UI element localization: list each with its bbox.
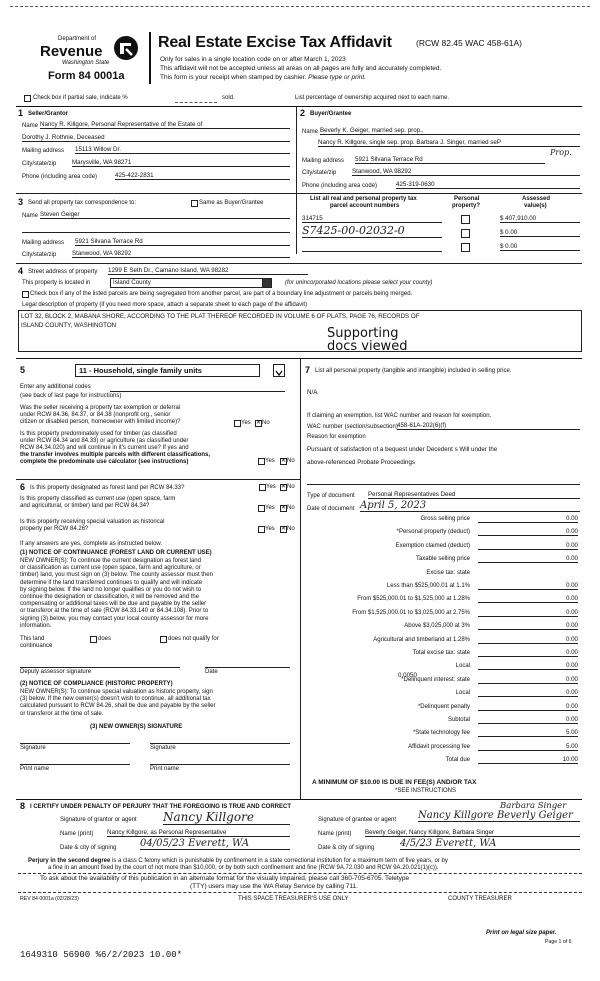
rule — [16, 193, 582, 194]
assessed-value-field[interactable]: $ 0.00 — [500, 229, 580, 237]
doc-type-label: Type of document — [307, 493, 355, 499]
tax-row-value[interactable]: 0.00 — [478, 676, 578, 684]
grantor-date-field[interactable]: 04/05/23 Everett, WA — [140, 838, 290, 850]
cashier-stamp: 1649310 56900 %6/2/2023 10.00* — [20, 950, 183, 960]
doc-type-field[interactable]: Personal Representatives Deed — [368, 491, 580, 499]
notice-line: by signing below. If the land no longer qualifies or you do not wish to — [20, 586, 202, 593]
notice-line: determine if the land transferred continues to qualify and will indicate — [20, 579, 203, 586]
continuance-label: continuance — [20, 643, 53, 649]
buyer-phone-field[interactable]: 425-319-0630 — [396, 181, 580, 189]
personal-property-checkbox[interactable] — [461, 229, 470, 238]
reason-label: Reason for exemption — [307, 434, 366, 440]
tax-row-label: Total excise tax: state — [412, 650, 470, 656]
header-divider — [149, 32, 151, 84]
col-divider — [296, 106, 297, 254]
form-title: Real Estate Excise Tax Affidavit — [158, 34, 392, 51]
no-label: No — [287, 526, 295, 532]
parcel-number-field[interactable]: S7425-00-02032-0 — [302, 224, 442, 238]
tax-row-label: Less than $525,000.01 at 1.1% — [386, 583, 470, 589]
notice-line: information. — [20, 622, 52, 629]
rule — [16, 479, 300, 480]
rule — [16, 358, 582, 359]
rev-number: REV 84 0001a (02/28/23) — [20, 896, 79, 902]
corr-city-field[interactable]: Stanwood, WA 98292 — [72, 250, 290, 258]
q-current-use-2: and agricultural, or timber) land per RCW 84.34? — [20, 503, 150, 509]
seller-title: Seller/Grantor — [28, 111, 69, 117]
seller-name-field[interactable]: Nancy R. Killgore, Personal Representative of the Estate of — [40, 121, 290, 129]
signature-label: Signature — [150, 745, 176, 751]
notice-line: continue the designation or classification, it will be removed and the — [20, 594, 200, 600]
tax-calculation-table — [300, 514, 580, 774]
grantee-sig-label: Signature of grantee or agent — [318, 817, 397, 823]
does-label: does — [98, 636, 112, 642]
parcel-number-field[interactable]: 314715 — [302, 215, 442, 223]
section-2-num: 2 — [300, 108, 306, 118]
yes-label: Yes — [265, 505, 275, 511]
no-label: No — [287, 484, 295, 490]
notice-line: timber) land, you must sign on (3) below. The county assessor must then — [20, 572, 213, 579]
seller-name-field-2[interactable]: Dorothy J. Rothnie, Deceased — [22, 134, 290, 142]
local-rate-field[interactable]: 0.0050 — [398, 672, 417, 679]
buyer-title: Buyer/Grantee — [310, 111, 352, 117]
accessibility-line-1: To ask about the availability of this publication in an alternate format for the visually impaired, please call 360-705-6705. Teletype — [40, 875, 410, 882]
minimum-due-note: A MINIMUM OF $10.00 IS DUE IN FEE(S) AND/OR TAX — [312, 779, 477, 786]
notice-compliance-title: (2) NOTICE OF COMPLIANCE (HISTORIC PROPERTY) — [20, 681, 173, 687]
owner-signature-line[interactable] — [20, 743, 130, 744]
tax-row-label: Taxable selling price — [415, 556, 470, 563]
reason-line — [307, 484, 580, 485]
tax-row-value[interactable]: 0.00 — [478, 622, 578, 630]
q-timber-4: the transfer involves multiple parcels with different classifications, — [20, 452, 211, 458]
corr-mailing-label: Mailing address — [22, 240, 65, 246]
legal-line-2: ISLAND COUNTY, WASHINGTON — [21, 322, 117, 329]
header-line1: Only for sales in a single location code on or after March 1, 2023 — [160, 56, 346, 63]
legal-desc-label: Legal description of property (if you need more space, attach a separate sheet to each page of the affidavit) — [22, 302, 308, 308]
buyer-name-field-2[interactable]: Nancy R. Killgore, single sep. prop. Barbara J. Singer, married seP — [318, 139, 580, 147]
historic-no-checkbox[interactable]: ✕ — [281, 526, 287, 532]
tax-row-value[interactable]: 0.00 — [478, 595, 578, 603]
personal-property-label: List all personal property (tangible and intangible) included in selling price. — [315, 368, 512, 374]
tax-row-label: Total due — [445, 757, 470, 764]
tax-row-value[interactable]: 0.00 — [478, 582, 578, 590]
parcels-col3: Assessed — [522, 196, 551, 202]
tax-row-label: *Delinquent interest: state — [401, 676, 470, 683]
perjury-line-1: Perjury in the second degree is a class C felony which is punishable by confinement in a state correctional institution for a maximum term of five years, or by — [28, 858, 448, 864]
tax-row-value[interactable]: 0.00 — [478, 528, 578, 536]
revenue-logo-icon — [112, 34, 140, 62]
exemption-claim-label: If claiming an exemption, list WAC number and reason for exemption. — [307, 413, 492, 419]
additional-codes-field[interactable] — [110, 391, 285, 392]
owner-signature-line[interactable] — [150, 743, 290, 744]
reason-field-line-2[interactable]: above-referenced Probate Proceedings — [307, 459, 416, 466]
buyer-city-field[interactable]: Stanwood, WA 98292 — [352, 168, 580, 176]
buyer-name-label: Name — [302, 129, 319, 135]
seller-city-field[interactable]: Marysville, WA 98271 — [72, 159, 290, 167]
personal-property-field[interactable]: N/A — [307, 389, 318, 396]
see-instructions-note: *SEE INSTRUCTIONS — [395, 788, 457, 794]
personal-property-checkbox[interactable] — [461, 215, 470, 224]
assessed-value-field[interactable]: $ 407,910.00 — [500, 215, 580, 223]
q-forest: Is this property designated as forest land per RCW 84.33? — [30, 485, 185, 491]
additional-codes-label: Enter any additional codes — [20, 384, 91, 390]
grantee-extra-signature: Barbara Singer — [500, 801, 567, 811]
notice-line: signing (3) below, you may contact your local county assessor for more — [20, 615, 209, 622]
tax-row-value[interactable]: 5.00 — [478, 729, 578, 737]
tax-row-value[interactable]: 0.00 — [478, 636, 578, 644]
corr-name-label: Name — [22, 213, 39, 219]
section-3-num: 3 — [18, 197, 24, 207]
yes-label: Yes — [266, 484, 276, 490]
section-7-num: 7 — [305, 365, 311, 375]
header-line3: This form is your receipt when stamped by cashier. Please type or print. — [160, 74, 366, 81]
legal-line-1: LOT 32, BLOCK 2, MABANA SHORE, ACCORDING TO THE PLAT THEREOF RECORDED IN VOLUME 6 OF PLATS, PAGE 76, RECORDS OF — [21, 313, 420, 320]
tax-row-label: Affidavit processing fee — [408, 743, 470, 750]
seller-mailing-label: Mailing address — [22, 148, 65, 154]
deputy-label: Deputy assessor signature — [20, 669, 92, 675]
tax-row-value[interactable]: 10.00 — [478, 756, 578, 764]
exemption-yes-checkbox[interactable] — [234, 420, 241, 427]
buyer-city-label: City/state/zip — [302, 170, 337, 176]
section-8-num: 8 — [20, 801, 26, 811]
tax-row-label: *Personal property (deduct) — [396, 529, 470, 536]
no-label: No — [262, 420, 270, 426]
county-select[interactable]: Island County — [110, 278, 264, 288]
section-5-num: 5 — [20, 365, 26, 375]
notice-line: NEW OWNER(S): To continue the current designation as forest land — [20, 558, 201, 564]
dept-line1: Department of — [58, 36, 97, 42]
tax-row-label: Local — [455, 663, 470, 670]
no-label: No — [287, 458, 295, 464]
tax-row-label: Subtotal — [447, 717, 470, 723]
county-treasurer-label: COUNTY TREASURER — [448, 896, 512, 902]
located-in-label: This property is located in — [22, 280, 91, 286]
q-timber-3: RCW 84.34.020) and will continue in it's current use? If yes and — [20, 445, 189, 451]
segregated-checkbox[interactable] — [22, 291, 29, 298]
grantee-signature-field[interactable]: Nancy Killgore Beverly Geiger — [418, 810, 580, 822]
treasurer-use-label: THIS SPACE TREASURER'S USE ONLY — [238, 896, 349, 902]
tax-row-value[interactable]: 0.00 — [478, 716, 578, 724]
current-use-no-checkbox[interactable]: ✕ — [281, 505, 287, 511]
q-timber-1: Is this property predominately used for timber (as classified — [20, 431, 177, 437]
does-checkbox[interactable] — [90, 636, 97, 643]
parcels-col2b: property? — [452, 203, 481, 209]
form-rcw: (RCW 82.45 WAC 458-61A) — [416, 38, 522, 48]
print-name-label: Print name — [150, 766, 180, 772]
tax-row-value[interactable]: 0.00 — [478, 609, 578, 617]
corr-mailing-field[interactable]: 5921 Silvana Terrace Rd — [75, 238, 290, 246]
personal-property-checkbox[interactable] — [461, 243, 470, 252]
grantee-date-field[interactable]: 4/5/23 Everett, WA — [400, 838, 580, 850]
timber-yes-checkbox[interactable] — [258, 458, 265, 465]
tax-row-value[interactable]: 0.00 — [478, 555, 578, 563]
grantor-print-field[interactable]: Nancy Killgore, as Personal Representative — [107, 829, 290, 837]
timber-no-checkbox[interactable]: ✕ — [281, 458, 287, 464]
signature-label: Signature — [20, 745, 46, 751]
grantee-print-field[interactable]: Beverly Geiger, Nancy Killgore, Barbara Singer — [365, 829, 580, 837]
seller-name-label: Name — [22, 123, 39, 129]
buyer-name-field[interactable]: Beverly K. Geiger, married sep. prop., — [320, 127, 580, 135]
form-number: Form 84 0001a — [48, 70, 125, 82]
does-not-checkbox[interactable] — [160, 636, 167, 643]
q-exemption-2: under RCW 84.36, 84.37, or 84.38 (nonprofit org., senior — [20, 412, 171, 418]
notice-line: (3) below. If the new owner(s) doesn't wish to continue, all additional tax — [20, 696, 211, 703]
page-number: Page 1 of 6 — [545, 939, 572, 945]
deputy-signature-line[interactable] — [20, 667, 180, 668]
dept-revenue: Revenue — [40, 43, 103, 60]
legal-paper-note: Print on legal size paper. — [486, 930, 557, 936]
tax-row-label: From $1,525,000.01 to $3,025,000 at 2.75% — [352, 609, 470, 616]
notice-line: NEW OWNER(S): To continue special valuation as historic property, sign — [20, 689, 213, 695]
scan-edge — [10, 6, 590, 7]
seller-phone-label: Phone (including area code) — [22, 174, 98, 180]
unincorporated-note: (for unincorporated locations please select your county) — [285, 280, 433, 286]
tax-row-label: Local — [455, 690, 470, 697]
tax-row-label: From $525,000.01 to $1,525,000 at 1.28% — [357, 596, 470, 603]
current-use-yes-checkbox[interactable] — [258, 505, 265, 512]
q-exemption-1: Was the seller receiving a property tax exemption or deferral — [20, 405, 181, 411]
partial-sale-label: Check box if partial sale, indicate % — [33, 95, 128, 101]
seller-city-label: City/state/zip — [22, 161, 57, 167]
q-current-use-1: Is this property classified as current use (open space, farm — [20, 496, 176, 502]
deputy-date-line[interactable] — [205, 667, 290, 668]
if-any-note: If any answers are yes, complete as instructed below. — [20, 541, 163, 547]
parcel-number-line — [302, 251, 442, 252]
section-4-num: 4 — [18, 266, 24, 276]
tax-row-value[interactable]: 0.00 — [478, 662, 578, 670]
q-historic-2: property per RCW 84.26? — [20, 526, 89, 532]
street-address-label: Street address of property — [28, 269, 98, 275]
owner-print-line[interactable] — [150, 764, 290, 765]
rule — [16, 263, 582, 264]
parcels-col1b: parcel account numbers — [330, 203, 400, 209]
seller-mailing-field[interactable]: 15113 Willow Dr. — [75, 146, 290, 154]
partial-pct-field[interactable] — [175, 102, 217, 103]
same-as-buyer-checkbox[interactable] — [191, 200, 198, 207]
yes-label: Yes — [241, 420, 251, 426]
codes-note: (see back of last page for instructions) — [20, 393, 122, 399]
tax-row-value[interactable]: 0.00 — [478, 649, 578, 657]
tax-row-label: Gross selling price — [420, 516, 470, 522]
section-6-num: 6 — [20, 482, 26, 492]
yes-label: Yes — [265, 458, 275, 464]
accessibility-line-2: (TTY) users may use the WA Relay Service by calling 711. — [190, 883, 358, 890]
same-as-buyer-label: Same as Buyer/Grantee — [199, 200, 264, 206]
this-land-label: This land — [20, 636, 45, 642]
legal-description-field[interactable] — [18, 310, 582, 352]
reason-field-line-1[interactable]: Pursuant of satisfaction of a bequest under Decedent s Will under the — [307, 446, 498, 453]
parcels-col3b: value(s) — [524, 203, 547, 209]
grantor-date-label: Date & city of signing — [60, 845, 117, 851]
street-address-field[interactable]: 1299 E Seth Dr., Camano Island, WA 98282 — [108, 267, 308, 275]
supporting-docs-note-2: docs viewed — [327, 339, 408, 354]
buyer-phone-label: Phone (including area code) — [302, 183, 378, 189]
tax-row-value[interactable]: 0.00 — [478, 703, 578, 711]
corr-city-label: City/state/zip — [22, 252, 57, 258]
seller-phone-field[interactable]: 425-422-2831 — [115, 172, 290, 180]
new-owner-signature-title: (3) NEW OWNER(S) SIGNATURE — [90, 724, 183, 730]
tax-row-label: Excise tax: state — [426, 569, 470, 576]
print-name-label: Print name — [20, 766, 50, 772]
perjury-line-2: a fine in an amount fixed by the court of not more than $10,000, or by both such confinement and fine (RCW 9A.72.030 and RCW 9A.20.021(1)(c)). — [48, 865, 439, 871]
notice-line: compensating or additional taxes will be due and payable by the seller — [20, 601, 207, 608]
supporting-docs-note-1: Supporting — [327, 326, 399, 341]
parcels-col2: Personal — [454, 196, 480, 202]
tax-row-value[interactable]: 0.00 — [478, 689, 578, 697]
grantor-print-label: Name (print) — [60, 831, 94, 837]
certify-statement: I CERTIFY UNDER PENALTY OF PERJURY THAT THE FOREGOING IS TRUE AND CORRECT — [30, 804, 292, 810]
sold-label: sold. — [222, 95, 235, 101]
partial-sale-checkbox[interactable] — [24, 95, 31, 102]
deputy-date-label: Date — [205, 669, 218, 675]
tax-row-value[interactable]: 0.00 — [478, 542, 578, 550]
tax-row-label: *Delinquent penalty — [417, 703, 470, 710]
correspondence-label: Send all property tax correspondence to: — [28, 200, 137, 206]
notice-line: or classification as current use (open space, farm and agriculture, or — [20, 565, 201, 572]
historic-yes-checkbox[interactable] — [258, 526, 265, 533]
notice-line: or transferor at the time of sale. — [20, 710, 104, 717]
corr-name-line-2 — [22, 232, 290, 233]
tax-row-value[interactable]: 5.00 — [478, 743, 578, 751]
wac-label: WAC number (section/subsection) — [307, 424, 398, 430]
assessed-value-field[interactable]: $ 0.00 — [500, 243, 580, 251]
section-1-num: 1 — [18, 108, 24, 118]
corr-name-field[interactable]: Steven Geiger — [40, 211, 290, 219]
rule — [16, 106, 582, 107]
list-pct-note: List percentage of ownership acquired next to each name. — [295, 95, 450, 101]
no-label: No — [287, 505, 295, 511]
tax-row-label: Exemption claimed (deduct) — [395, 542, 470, 549]
grantor-sig-label: Signature of grantor or agent — [60, 817, 137, 823]
wac-number-field[interactable]: 458-61A-202(6)(f) — [397, 422, 580, 430]
tax-row-label: Above $3,025,000 at 3% — [404, 623, 470, 630]
parcels-col1: List all real and personal property tax — [310, 196, 417, 202]
notice-continuance-title: (1) NOTICE OF CONTINUANCE (FOREST LAND OR CURRENT USE) — [20, 550, 212, 556]
county-dropdown-icon[interactable] — [262, 278, 272, 288]
header-line2: This affidavit will not be accepted unless all areas on all pages are fully and accurately completed. — [160, 65, 442, 72]
yes-label: Yes — [265, 526, 275, 532]
grantee-date-label: Date & city of signing — [318, 845, 375, 851]
forest-yes-checkbox[interactable] — [259, 484, 266, 491]
segregated-note: Check box if any of the listed parcels are being segregated from another parcel, are part of a boundary line adjustment or parcels being merged. — [30, 291, 413, 297]
tax-row-label: *State technology fee — [412, 730, 470, 737]
dept-line3: Washington State — [62, 60, 110, 66]
grantee-print-label: Name (print) — [318, 831, 352, 837]
q-timber-2: under RCW 84.34 and 84.33) or agriculture (as classified under — [20, 438, 189, 444]
grantor-signature-field[interactable]: Nancy Killgore — [163, 810, 290, 825]
does-not-label: does not qualify for — [168, 636, 219, 642]
q-timber-5: complete the predominate use calculator (see instructions) — [20, 459, 189, 465]
land-use-select[interactable]: 11 - Household, single family units — [75, 364, 260, 377]
forest-no-checkbox[interactable]: ✕ — [281, 484, 287, 490]
q-historic-1: Is this property receiving special valuation as historical — [20, 519, 165, 525]
rule — [16, 799, 582, 800]
q-exemption-3: citizen or disabled person, homeowner with limited income)? — [20, 419, 181, 425]
buyer-mailing-field[interactable]: 5921 Silvana Terrace Rd — [355, 156, 545, 164]
buyer-name-handwritten: Prop. — [550, 148, 572, 157]
doc-date-label: Date of document — [307, 506, 355, 512]
exemption-no-checkbox[interactable]: ✕ — [256, 420, 262, 426]
notice-line: calculated pursuant to RCW 84.26, shall be due and payable by the seller — [20, 703, 216, 710]
notice-line: or transferor at the time of sale (RCW 84.33.140 or 84.34.108). Prior to — [20, 608, 209, 615]
land-use-dropdown-icon[interactable] — [273, 364, 285, 377]
buyer-mailing-label: Mailing address — [302, 158, 345, 164]
tax-row-label: Agricultural and timberland at 1.28% — [373, 636, 470, 643]
doc-date-field[interactable]: April 5, 2023 — [360, 500, 580, 512]
tax-row-value[interactable]: 0.00 — [478, 515, 578, 523]
owner-print-line[interactable] — [20, 764, 130, 765]
